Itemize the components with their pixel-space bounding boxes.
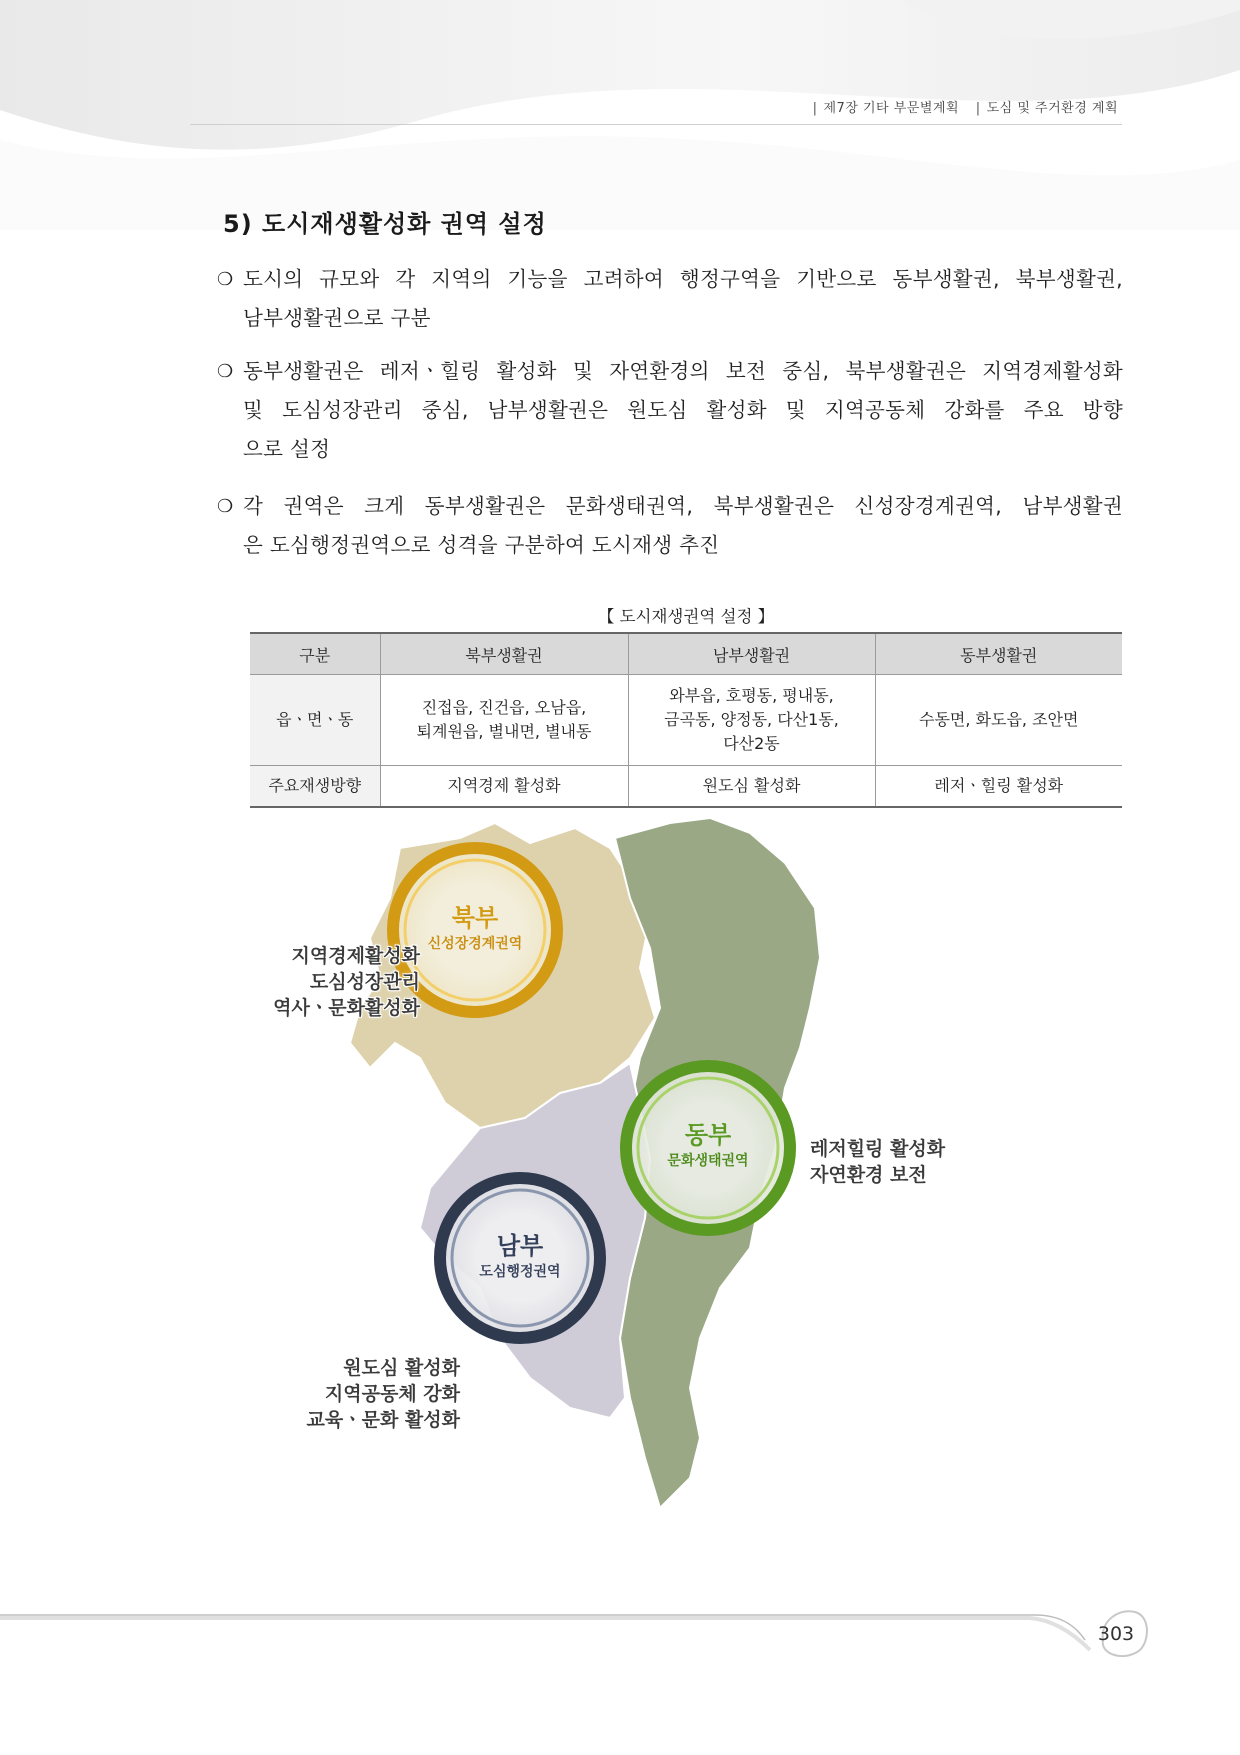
callout-line: 지역경제활성화 (291, 945, 420, 967)
callout-line: 지역공동체 강화 (324, 1383, 460, 1405)
table-caption: 【 도시재생권역 설정 】 (597, 607, 775, 626)
north-name: 북부 (451, 904, 499, 932)
cell-line: 금곡동, 양정동, 다산1동, (664, 710, 839, 729)
east-sub: 문화생태권역 (667, 1153, 749, 1169)
circle-bullet-icon: ❍ (217, 361, 234, 382)
column-header: 구분 (250, 633, 380, 675)
header-separator: | (812, 101, 818, 116)
section-title: 5) 도시재생활성화 권역 설정 (223, 210, 547, 238)
circle-bullet-icon: ❍ (217, 496, 234, 517)
south-callout (290, 1355, 460, 1433)
table-cell (875, 675, 1122, 766)
callout-line: 자연환경 보전 (810, 1164, 927, 1186)
bullet-line: 은 도심행정권역으로 성격을 구분하여 도시재생 추진 (243, 533, 720, 557)
running-header (801, 97, 1118, 116)
row-header: 읍ㆍ면ㆍ동 (250, 675, 380, 766)
table-cell: 지역경제 활성화 (380, 766, 628, 808)
callout-line: 교육ㆍ문화 활성화 (306, 1409, 460, 1431)
footer-decoration (0, 1590, 1240, 1680)
chapter-title: 제7장 기타 부문별계획 (823, 101, 960, 116)
table-cell: 레저ㆍ힐링 활성화 (875, 766, 1122, 808)
header-rule (190, 124, 1122, 125)
column-header: 동부생활권 (875, 633, 1122, 675)
bullet-line: 각 권역은 크게 동부생활권은 문화생태권역, 북부생활권은 신성장경계권역, 남부생활권 (243, 494, 1123, 518)
table-row (250, 766, 1122, 808)
callout-line: 원도심 활성화 (343, 1357, 460, 1379)
cell-line: 진접읍, 진건읍, 오남읍, (421, 698, 587, 717)
cell-line: 다산2동 (723, 734, 780, 753)
region-map-figure (230, 818, 1080, 1538)
table-row (250, 675, 1122, 766)
cell-line: 퇴계원읍, 별내면, 별내동 (416, 722, 592, 741)
bullet-paragraph (217, 260, 1123, 338)
page-number: 303 (1097, 1623, 1135, 1645)
east-ring-label (638, 1115, 778, 1170)
callout-line: 역사ㆍ문화활성화 (273, 997, 420, 1019)
header-separator: | (975, 101, 981, 116)
north-ring-label (405, 898, 545, 953)
table-cell (628, 675, 875, 766)
bullet-line: 남부생활권으로 구분 (243, 306, 431, 330)
north-sub: 신성장경계권역 (427, 936, 523, 952)
callout-line: 도심성장관리 (309, 971, 420, 993)
bullet-line: 으로 설정 (243, 437, 331, 461)
table-cell (380, 675, 628, 766)
table-cell: 원도심 활성화 (628, 766, 875, 808)
bullet-paragraph (217, 487, 1123, 565)
column-header: 남부생활권 (628, 633, 875, 675)
region-table (250, 632, 1122, 808)
cell-line: 수동면, 화도읍, 조안면 (919, 710, 1079, 729)
south-ring-label (450, 1226, 590, 1281)
table-header-row (250, 633, 1122, 675)
north-callout (230, 943, 420, 1021)
cell-line: 와부읍, 호평동, 평내동, (669, 686, 834, 705)
bullet-line: 및 도심성장관리 중심, 남부생활권은 원도심 활성화 및 지역공동체 강화를 주요 방향 (243, 398, 1123, 422)
south-name: 남부 (496, 1232, 544, 1260)
row-header: 주요재생방향 (250, 766, 380, 808)
south-sub: 도심행정권역 (479, 1264, 561, 1280)
callout-line: 레저힐링 활성화 (810, 1138, 946, 1160)
column-header: 북부생활권 (380, 633, 628, 675)
bullet-line: 동부생활권은 레저ㆍ힐링 활성화 및 자연환경의 보전 중심, 북부생활권은 지역경제활성화 (243, 359, 1123, 383)
east-name: 동부 (684, 1121, 732, 1149)
section-name: 도심 및 주거환경 계획 (986, 101, 1118, 116)
circle-bullet-icon: ❍ (217, 269, 234, 290)
east-callout (810, 1136, 990, 1188)
bullet-line: 도시의 규모와 각 지역의 기능을 고려하여 행정구역을 기반으로 동부생활권, 북부생활권, (243, 267, 1123, 291)
bullet-paragraph (217, 352, 1123, 469)
